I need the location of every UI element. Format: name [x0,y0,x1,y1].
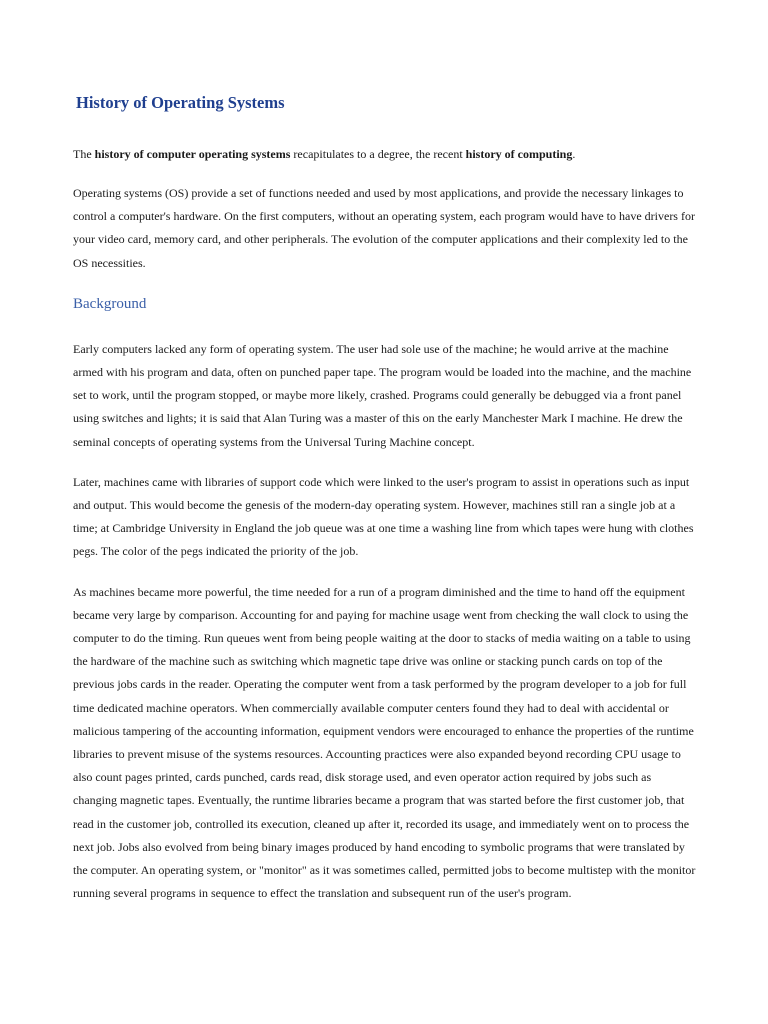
section-heading-background: Background [73,295,147,312]
document-title: History of Operating Systems [76,93,285,112]
intro-bold-term-2: history of computing [465,147,573,161]
intro-middle: recapitulates to a degree, the recent [290,147,466,161]
intro-bold-term-1: history of computer operating systems [94,147,291,161]
paragraph-more-powerful-machines: As machines became more powerful, the time needed for a run of a program diminished and the time to hand off the equipment became very large by comparison. Accounting for and paying for machine usage went from checking the wall clock to using the computer to do the timing. Run queues went from being people waiting at the door to stacks of media waiting on a table to using the hardware of the machine such as switching which magnetic tape drive was online or stacking punch cards on top of the previous jobs cards in the reader. Operating the computer went from a task performed by the program developer to a job for full time dedicated machine operators. When commercially available computer centers found they had to deal with accidental or malicious tampering of the accounting information, equipment vendors were encouraged to enhance the properties of the runtime libraries to prevent misuse of the systems resources. Accounting practices were also expanded beyond recording CPU usage to also count pages printed, cards punched, cards read, disk storage used, and even operator action required by jobs such as changing magnetic tapes. Eventually, the runtime libraries became a program that was started before the first customer job, that read in the customer job, controlled its execution, cleaned up after it, recorded its usage, and immediately went on to process the next job. Jobs also evolved from being binary images produced by hand encoding to symbolic programs that were translated by the computer. An operating system, or "monitor" as it was sometimes called, permitted jobs to become multistep with the monitor running several programs in sequence to effect the translation and subsequent run of the user's program. [73,584,696,901]
paragraph-libraries: Later, machines came with libraries of support code which were linked to the user's program to assist in operations such as input and output. This would become the genesis of the modern-day operating system. However, machines still ran a single job at a time; at Cambridge University in England the job queue was at one time a washing line from which tapes were hung with clothes pegs. The color of the pegs indicated the priority of the job. [73,474,694,559]
intro-suffix: . [572,147,576,161]
intro-prefix: The [73,147,95,161]
paragraph-os-definition: Operating systems (OS) provide a set of functions needed and used by most applications, and provide the necessary linkages to control a computer's hardware. On the first computers, without an operating system, each program would have to have drivers for your video card, memory card, and other peripherals. The evolution of the computer applications and their complexity led to the OS necessities. [73,186,695,270]
intro-sentence [73,143,698,166]
paragraph-early-computers: Early computers lacked any form of operating system. The user had sole use of the machine; he would arrive at the machine armed with his program and data, often on punched paper tape. The program would be loaded into the machine, and the machine set to work, until the program stopped, or maybe more likely, crashed. Programs could generally be debugged via a front panel using switches and lights; it is said that Alan Turing was a master of this on the early Manchester Mark I machine. He drew the seminal concepts of operating systems from the Universal Turing Machine concept. [73,341,692,449]
